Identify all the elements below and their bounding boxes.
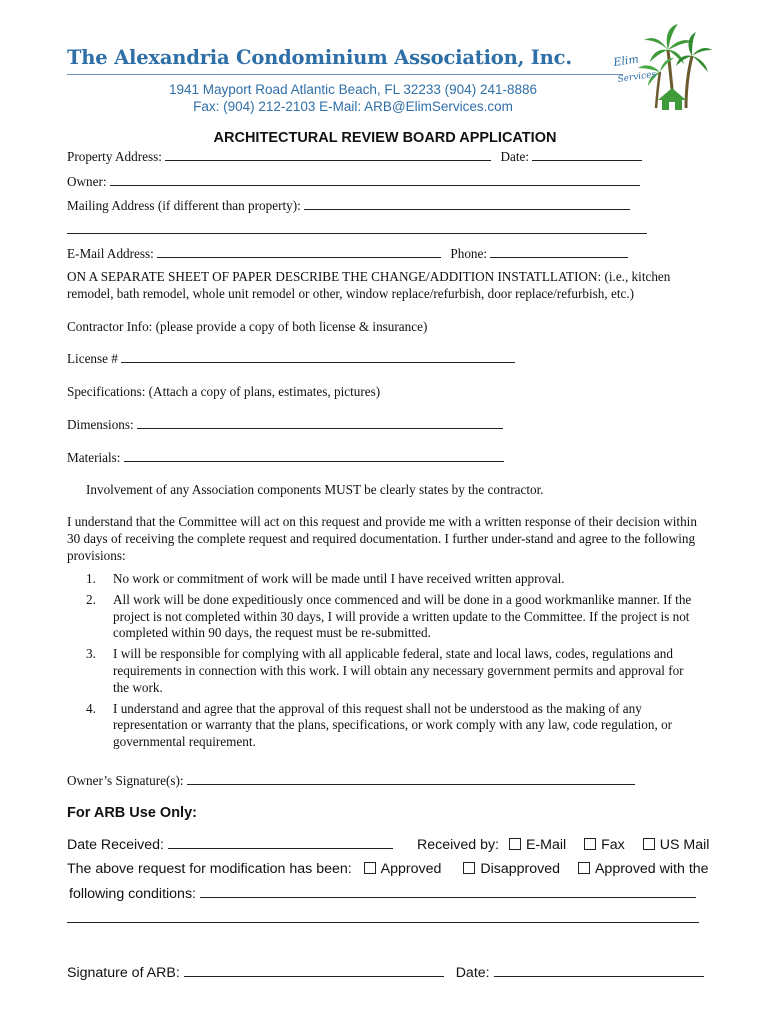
property-address-row — [67, 149, 642, 165]
dimensions-label: Dimensions: — [67, 417, 134, 432]
arb-signature-row — [67, 965, 704, 981]
involvement-note: Involvement of any Association components MUST be clearly states by the contractor. — [86, 482, 544, 497]
modification-label: The above request for modification has been: — [67, 861, 352, 877]
received-by-label: Received by: — [417, 837, 500, 853]
approved-with-conditions-checkbox[interactable] — [578, 862, 590, 874]
fax-option-label: Fax — [601, 837, 625, 853]
contractor-info-label: Contractor Info: (please provide a copy of both license & insurance) — [67, 319, 428, 334]
approved-option-label: Approved — [380, 861, 442, 877]
provision-item — [86, 646, 696, 696]
arb-heading: For ARB Use Only: — [67, 805, 197, 821]
phone-label: Phone: — [450, 246, 488, 261]
provision-text: I understand and agree that the approval of this request shall not be understood as the making of any representation or warranty that the plans, specifications, or work comply with any law, code regulation, or governmental requirement. — [113, 700, 673, 750]
email-field[interactable] — [157, 246, 441, 258]
usmail-option-label: US Mail — [659, 837, 710, 853]
dimensions-field[interactable] — [137, 417, 503, 429]
conditions-field[interactable] — [200, 886, 696, 898]
received-usmail-option[interactable] — [643, 837, 710, 853]
email-label: E-Mail Address: — [67, 246, 154, 261]
form-title: ARCHITECTURAL REVIEW BOARD APPLICATION — [213, 130, 557, 146]
provision-number: 3. — [86, 646, 96, 662]
email-checkbox[interactable] — [509, 838, 521, 850]
date-received-row — [67, 837, 393, 853]
owner-signature-label: Owner’s Signature(s): — [67, 773, 184, 788]
owner-field[interactable] — [110, 174, 640, 186]
arb-signature-field[interactable] — [184, 965, 444, 977]
svg-text:Elim: Elim — [612, 52, 640, 69]
header-rule — [67, 74, 623, 75]
date-label: Date: — [500, 149, 530, 164]
email-option-label: E-Mail — [525, 837, 567, 853]
date-field[interactable] — [532, 149, 642, 161]
mailing-address-row — [67, 198, 630, 214]
provision-text: I will be responsible for complying with all applicable federal, state and local laws, codes, regulations and requirements in connection with this work. I will obtain any necessary government permits and approval for the work. — [113, 646, 684, 695]
provision-item — [86, 592, 696, 642]
provision-number: 4. — [86, 700, 96, 716]
provision-number: 1. — [86, 571, 96, 586]
license-row — [67, 351, 515, 367]
email-phone-row — [67, 246, 628, 262]
property-address-label: Property Address: — [67, 149, 162, 164]
received-by-row — [417, 837, 709, 853]
approved-checkbox[interactable] — [364, 862, 376, 874]
fax-checkbox[interactable] — [584, 838, 596, 850]
modification-row — [67, 861, 709, 877]
date-received-label: Date Received: — [67, 837, 164, 853]
disapproved-option-label: Disapproved — [480, 861, 561, 877]
materials-row — [67, 450, 504, 466]
provisions-list — [86, 571, 696, 755]
mailing-address-field[interactable] — [304, 198, 630, 210]
materials-field[interactable] — [124, 450, 504, 462]
provision-text: All work will be done expeditiously once commenced and will be done in a good workmanlike manner. If the project is not completed within 30 days, I will provide a written update to the Committee. If the project is not completed within 90 days, the request must be re-submitted. — [113, 591, 692, 641]
provision-text: No work or commitment of work will be made until I have received written approval. — [113, 571, 565, 586]
specifications-label: Specifications: (Attach a copy of plans, estimates, pictures) — [67, 384, 381, 399]
owner-signature-field[interactable] — [187, 773, 635, 785]
mailing-address-field-line2[interactable] — [67, 233, 647, 234]
conditions-row — [69, 886, 696, 902]
contact-line: Fax: (904) 212-2103 E-Mail: ARB@ElimServices.com — [193, 99, 513, 114]
property-address-field[interactable] — [165, 149, 491, 161]
owner-signature-row — [67, 773, 635, 789]
phone-field[interactable] — [490, 246, 628, 258]
address-line: 1941 Mayport Road Atlantic Beach, FL 32233 (904) 241-8886 — [169, 82, 537, 97]
license-field[interactable] — [121, 351, 515, 363]
conditions-field-line2[interactable] — [67, 922, 699, 923]
approved-with-conditions-label: Approved with the — [594, 861, 709, 877]
disapproved-checkbox[interactable] — [463, 862, 475, 874]
provision-item — [86, 701, 696, 751]
disapproved-option[interactable] — [463, 861, 560, 877]
received-fax-option[interactable] — [584, 837, 625, 853]
owner-label: Owner: — [67, 174, 107, 189]
arb-signature-label: Signature of ARB: — [67, 965, 180, 981]
materials-label: Materials: — [67, 450, 121, 465]
license-label: License # — [67, 351, 118, 366]
approved-option[interactable] — [364, 861, 442, 877]
approved-with-conditions-option[interactable] — [578, 861, 709, 877]
date-received-field[interactable] — [168, 837, 393, 849]
organization-name: The Alexandria Condominium Association, Inc. — [67, 46, 572, 69]
arb-date-label: Date: — [455, 965, 490, 981]
conditions-label: following conditions: — [69, 886, 196, 902]
provision-number: 2. — [86, 591, 96, 607]
change-instructions: ON A SEPARATE SHEET OF PAPER DESCRIBE THE CHANGE/ADDITION INSTATLLATION: (i.e., kitchen remodel, bath remodel, whole unit remodel or other, window replace/refurbish, door replace/refurbish, etc.) — [67, 269, 671, 301]
arb-date-field[interactable] — [494, 965, 704, 977]
usmail-checkbox[interactable] — [643, 838, 655, 850]
received-email-option[interactable] — [509, 837, 566, 853]
dimensions-row — [67, 417, 503, 433]
svg-text:Services: Services — [617, 69, 657, 85]
understand-statement: I understand that the Committee will act on this request and provide me with a written response of their decision within 30 days of receiving the complete request and required documentation. I further under-stand and agree to the following provisions: — [67, 514, 697, 563]
provision-item — [86, 571, 696, 588]
mailing-address-label: Mailing Address (if different than property): — [67, 198, 301, 213]
owner-row — [67, 174, 640, 190]
